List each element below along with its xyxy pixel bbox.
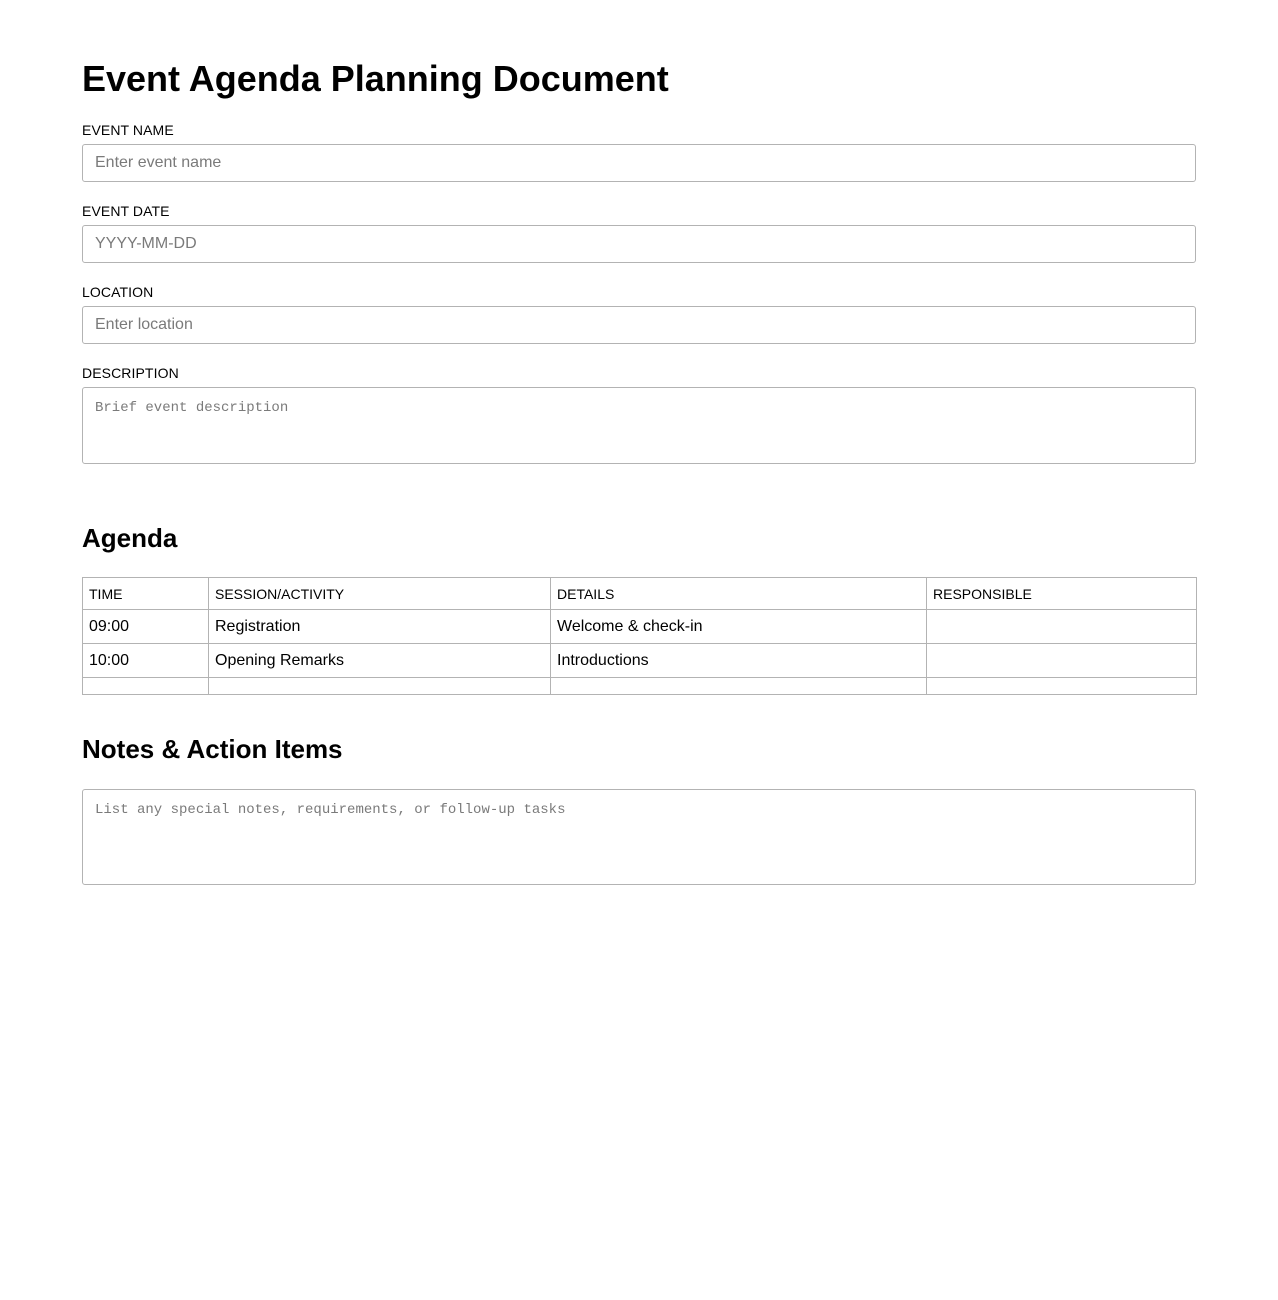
location-label: LOCATION	[82, 284, 154, 300]
column-header-responsible: RESPONSIBLE	[927, 578, 1197, 610]
notes-heading: Notes & Action Items	[82, 734, 343, 764]
agenda-table	[82, 577, 1197, 695]
location-input[interactable]	[82, 306, 1196, 344]
details-cell[interactable]	[551, 678, 927, 695]
details-cell[interactable]: Welcome & check-in	[551, 610, 927, 644]
table-row	[83, 678, 1197, 695]
time-cell[interactable]	[83, 678, 209, 695]
table-row	[83, 644, 1197, 678]
notes-textarea[interactable]	[82, 789, 1196, 885]
description-label: DESCRIPTION	[82, 365, 179, 381]
time-cell[interactable]: 09:00	[83, 610, 209, 644]
column-header-details: DETAILS	[551, 578, 927, 610]
time-cell[interactable]: 10:00	[83, 644, 209, 678]
session-cell[interactable]	[209, 678, 551, 695]
session-cell[interactable]: Opening Remarks	[209, 644, 551, 678]
responsible-cell[interactable]	[927, 644, 1197, 678]
column-header-time: TIME	[83, 578, 209, 610]
document-page	[82, 0, 1196, 885]
event-date-input[interactable]	[82, 225, 1196, 263]
page-title: Event Agenda Planning Document	[82, 58, 669, 99]
event-name-input[interactable]	[82, 144, 1196, 182]
table-row	[83, 610, 1197, 644]
session-cell[interactable]: Registration	[209, 610, 551, 644]
event-name-label: EVENT NAME	[82, 122, 174, 138]
details-cell[interactable]: Introductions	[551, 644, 927, 678]
agenda-header-row	[83, 578, 1197, 610]
description-textarea[interactable]	[82, 387, 1196, 464]
agenda-heading: Agenda	[82, 523, 178, 553]
column-header-session: SESSION/ACTIVITY	[209, 578, 551, 610]
responsible-cell[interactable]	[927, 678, 1197, 695]
responsible-cell[interactable]	[927, 610, 1197, 644]
event-date-label: EVENT DATE	[82, 203, 170, 219]
